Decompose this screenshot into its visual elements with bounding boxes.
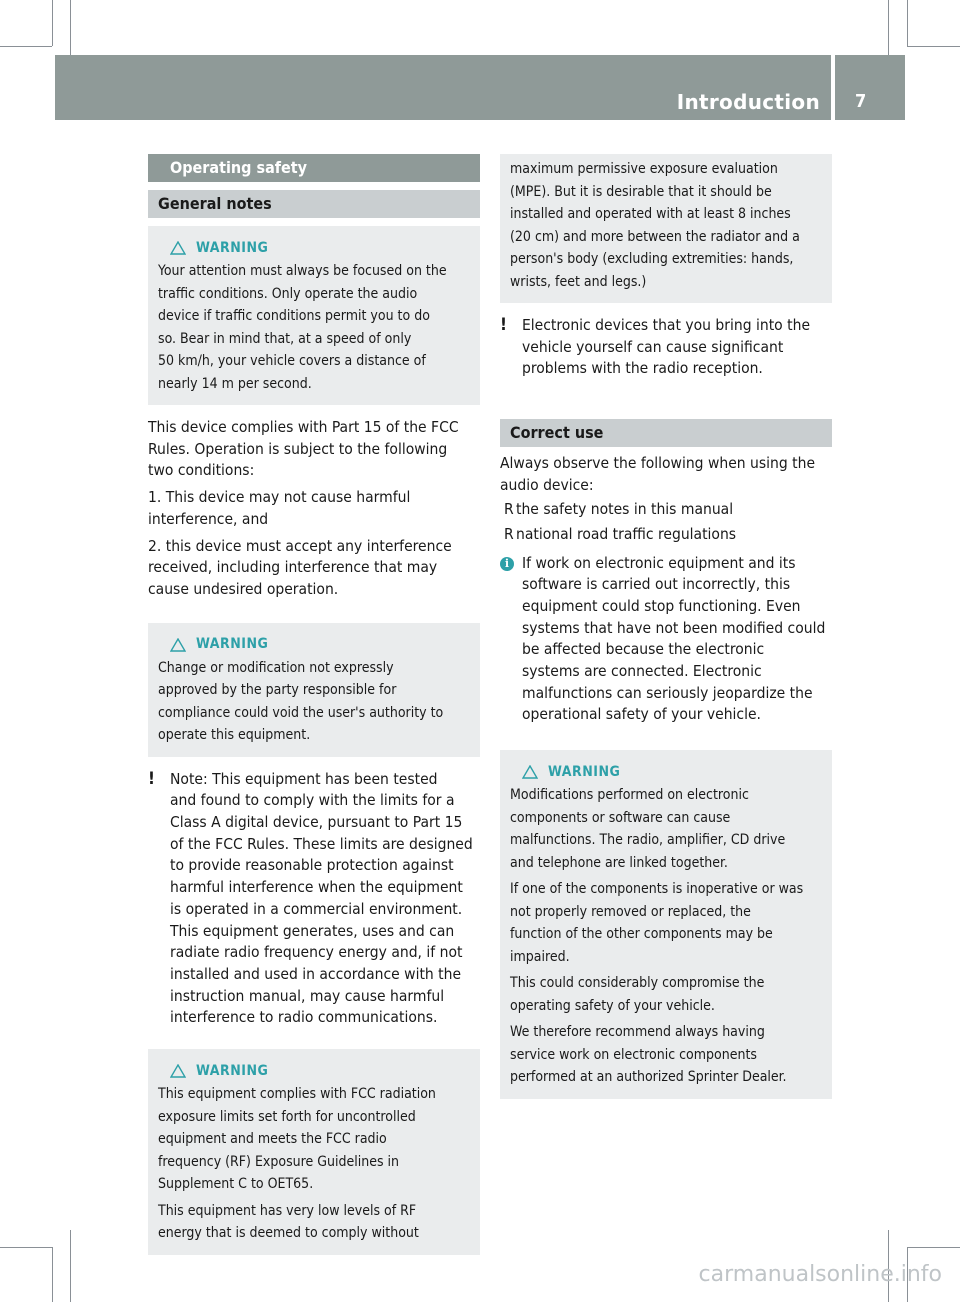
- warning-label: WARNING: [196, 636, 269, 653]
- text-line: equipment and meets the FCC radio: [158, 1131, 387, 1148]
- warning-label: WARNING: [196, 1062, 269, 1079]
- watermark: carmanualsonline.info: [698, 1262, 942, 1287]
- section-title-operating-safety: Operating safety: [148, 154, 480, 182]
- note-paragraph: [500, 315, 832, 380]
- text-line: software is carried out incorrectly, this: [522, 575, 791, 594]
- text-line: interference to radio communications.: [170, 1008, 438, 1027]
- bullet-mark: R: [504, 524, 514, 543]
- text-line: operate this equipment.: [158, 727, 311, 744]
- text-line: person's body (excluding extremities: hands,: [510, 251, 794, 267]
- text-line: traffic conditions. Only operate the audio: [158, 285, 418, 302]
- right-column: [500, 154, 832, 1099]
- text-line: energy that is deemed to comply without: [158, 1225, 419, 1242]
- bullet-mark: R: [504, 499, 514, 518]
- note-paragraph: [148, 769, 480, 1029]
- text-line: cause undesired operation.: [148, 579, 339, 598]
- continued-warning-box: [500, 154, 832, 303]
- warning-box: [148, 623, 480, 757]
- note-exclamation-icon: !: [148, 768, 155, 789]
- text-line: Supplement C to OET65.: [158, 1176, 314, 1193]
- text-line: performed at an authorized Sprinter Dealer.: [510, 1069, 787, 1086]
- page-header-title: Introduction: [676, 90, 820, 114]
- crop-mark: [52, 0, 53, 46]
- text-line: function of the other components may be: [510, 926, 773, 943]
- text-line: operating safety of your vehicle.: [510, 997, 715, 1014]
- text-line: Always observe the following when using the: [500, 454, 816, 473]
- warning-text: [510, 1021, 822, 1089]
- text-line: operational safety of your vehicle.: [522, 705, 761, 724]
- text-line: installed and operated with at least 8 inches: [510, 206, 791, 222]
- warning-box: [148, 226, 480, 405]
- text-line: (20 cm) and more between the radiator and a: [510, 228, 800, 245]
- text-line: 50 km/h, your vehicle covers a distance of: [158, 353, 426, 369]
- info-paragraph: [500, 553, 832, 727]
- text-line: maximum permissive exposure evaluation: [510, 161, 778, 177]
- text-line: malfunctions. The radio, amplifier, CD drive: [510, 832, 786, 849]
- text-line: Rules. Operation is subject to the following: [148, 439, 448, 458]
- crop-mark: [888, 0, 889, 55]
- header-divider: [831, 55, 835, 120]
- condition-1: [148, 487, 480, 530]
- text-line: instruction manual, may cause harmful: [170, 986, 445, 1005]
- warning-text: [510, 784, 822, 874]
- text-line: approved by the party responsible for: [158, 682, 397, 699]
- text-line: so. Bear in mind that, at a speed of only: [158, 330, 412, 347]
- text-line: audio device:: [500, 475, 594, 494]
- text-line: If one of the components is inoperative or was: [510, 881, 804, 898]
- page-number: 7: [855, 91, 867, 112]
- text-line: 1. This device may not cause harmful: [148, 488, 411, 507]
- text-line: vehicle yourself can cause significant: [522, 337, 784, 356]
- warning-label: WARNING: [196, 239, 269, 256]
- text-line: impaired.: [510, 948, 570, 965]
- crop-mark: [907, 1247, 960, 1248]
- text-line: problems with the radio reception.: [522, 359, 763, 378]
- warning-label: WARNING: [548, 763, 621, 780]
- text-line: and telephone are linked together.: [510, 854, 728, 871]
- text-line: two conditions:: [148, 461, 255, 480]
- crop-mark: [70, 0, 71, 55]
- crop-mark: [907, 46, 960, 47]
- text-line: of the FCC Rules. These limits are designed: [170, 834, 473, 853]
- text-line: (MPE). But it is desirable that it should be: [510, 183, 772, 200]
- text-line: be affected because the electronic: [522, 640, 765, 659]
- text-line: Note: This equipment has been tested: [170, 769, 438, 788]
- list-item-text: national road traffic regulations: [516, 524, 737, 543]
- text-line: Class A digital device, pursuant to Part 15: [170, 813, 463, 832]
- text-line: This device complies with Part 15 of the FCC: [148, 418, 459, 436]
- text-line: If work on electronic equipment and its: [522, 553, 796, 572]
- list-item: [500, 522, 832, 547]
- note-exclamation-icon: !: [500, 315, 507, 335]
- text-line: nearly 14 m per second.: [158, 375, 312, 392]
- warning-text: [510, 972, 822, 1017]
- text-line: Electronic devices that you bring into the: [522, 316, 811, 334]
- text-line: is operated in a commercial environment.: [170, 899, 463, 918]
- warning-box: [148, 1049, 480, 1255]
- section-title-correct-use: Correct use: [500, 419, 832, 447]
- warning-text: [158, 657, 470, 747]
- fcc-intro-paragraph: [148, 417, 480, 482]
- text-line: Your attention must always be focused on the: [158, 263, 447, 279]
- crop-mark: [0, 46, 52, 47]
- condition-2: [148, 536, 480, 601]
- warning-triangle-icon: [170, 638, 186, 652]
- text-line: and found to comply with the limits for a: [170, 791, 455, 810]
- text-line: compliance could void the user's authority to: [158, 704, 444, 721]
- warning-triangle-icon: [522, 765, 538, 779]
- subsection-title-general-notes: General notes: [148, 190, 480, 218]
- list-item-text: the safety notes in this manual: [516, 499, 734, 518]
- text-line: We therefore recommend always having: [510, 1024, 765, 1041]
- text-line: radiate radio frequency energy and, if not: [170, 943, 463, 962]
- warning-triangle-icon: [170, 241, 186, 255]
- text-line: received, including interference that may: [148, 558, 438, 577]
- text-line: not properly removed or replaced, the: [510, 903, 751, 920]
- text-line: frequency (RF) Exposure Guidelines in: [158, 1153, 400, 1170]
- text-line: service work on electronic components: [510, 1046, 757, 1063]
- text-line: This equipment generates, uses and can: [170, 921, 455, 940]
- correct-use-intro: [500, 453, 832, 496]
- text-line: harmful interference when the equipment: [170, 878, 463, 897]
- text-line: Modifications performed on electronic: [510, 787, 749, 804]
- text-line: This equipment complies with FCC radiation: [158, 1086, 436, 1103]
- text-line: equipment could stop functioning. Even: [522, 596, 801, 615]
- text-line: This equipment has very low levels of RF: [158, 1202, 417, 1219]
- crop-mark: [70, 1230, 71, 1302]
- text-line: This could considerably compromise the: [510, 975, 765, 992]
- crop-mark: [52, 1247, 53, 1302]
- text-line: Change or modification not expressly: [158, 659, 394, 676]
- text-line: wrists, feet and legs.): [510, 273, 647, 290]
- crop-mark: [907, 0, 908, 46]
- text-line: installed and used in accordance with the: [170, 964, 462, 983]
- text-line: device if traffic conditions permit you to do: [158, 308, 430, 324]
- crop-mark: [0, 1247, 52, 1248]
- warning-triangle-icon: [170, 1064, 186, 1078]
- text-line: malfunctions can seriously jeopardize the: [522, 683, 813, 702]
- warning-text: [510, 878, 822, 968]
- text-line: systems that have not been modified could: [522, 618, 826, 637]
- text-line: 2. this device must accept any interference: [148, 536, 452, 555]
- text-line: components or software can cause: [510, 809, 731, 826]
- warning-text: [158, 260, 470, 395]
- list-item: [500, 497, 832, 522]
- text-line: exposure limits set forth for uncontrolled: [158, 1108, 416, 1125]
- info-icon: i: [500, 557, 514, 571]
- text-line: interference, and: [148, 509, 269, 528]
- warning-box: [500, 750, 832, 1099]
- text-line: systems are connected. Electronic: [522, 662, 762, 681]
- text-line: to provide reasonable protection against: [170, 856, 454, 875]
- left-column: [148, 154, 480, 1255]
- warning-text: [158, 1083, 470, 1196]
- warning-text: [158, 1200, 470, 1245]
